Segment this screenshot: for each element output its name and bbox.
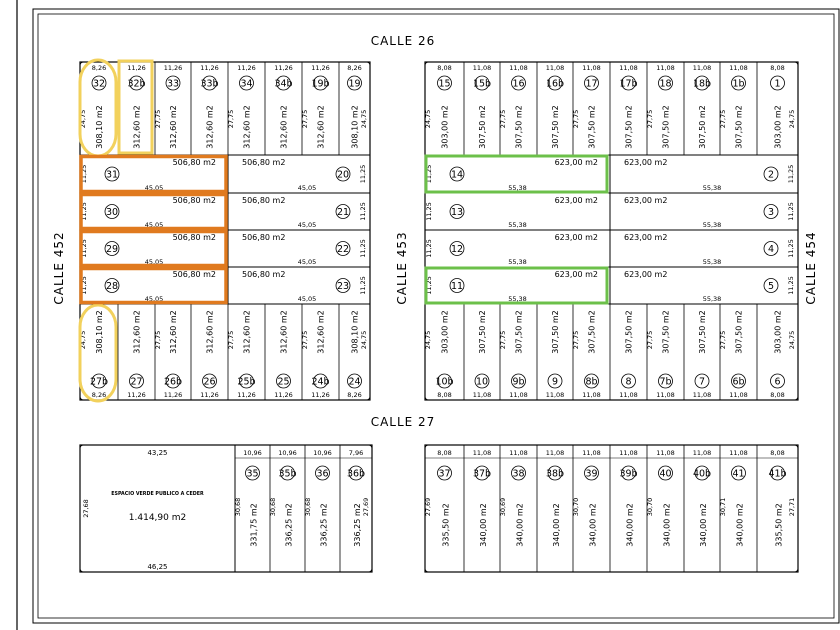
lot-area: 340,00 m2 (515, 503, 525, 547)
lot-number: 11 (450, 281, 464, 292)
lot-area: 623,00 m2 (624, 158, 668, 167)
lot-number: 40b (692, 468, 712, 480)
lot-side: 27,75 (646, 109, 654, 129)
lot-number: 6 (774, 376, 781, 388)
lot-area: 312,60 m2 (316, 105, 326, 149)
lot-width: 11,08 (582, 449, 601, 457)
lot-area: 307,50 m2 (551, 310, 560, 354)
lot-number: 9b (512, 376, 525, 388)
lot-length: 55,38 (508, 221, 527, 229)
lot-width: 11,08 (619, 64, 638, 72)
lot-area: 307,50 m2 (551, 105, 560, 149)
lot-area: 303,00 m2 (773, 310, 783, 354)
lot-area: 623,00 m2 (554, 233, 598, 242)
lot-side: 27,69 (424, 497, 432, 517)
lot-area: 307,50 m2 (624, 310, 634, 354)
lot-width: 10,96 (313, 449, 332, 457)
lot-number: 18b (692, 78, 712, 90)
lot-width: 10,96 (243, 449, 262, 457)
lot-side: 27,75 (154, 109, 162, 129)
lot-area: 336,25 m2 (353, 503, 362, 547)
lot-number: 30 (105, 207, 119, 218)
lot-width: 11,08 (729, 64, 748, 72)
lot-area: 340,00 m2 (662, 503, 672, 547)
lot-number: 8b (585, 376, 598, 388)
lot-area: 336,25 m2 (319, 503, 329, 547)
lot-side: 11,25 (359, 239, 367, 258)
lot-number: 1b (732, 78, 745, 90)
lot-area: 312,60 m2 (205, 105, 215, 149)
lot-area: 307,50 m2 (661, 105, 671, 149)
lot-number: 35 (246, 468, 259, 480)
lot-number: 26 (203, 376, 216, 388)
lot-number: 12 (450, 244, 464, 255)
lot-length: 45,05 (144, 295, 164, 303)
lot-width: 8,08 (437, 449, 452, 457)
green-width: 43,25 (147, 449, 168, 457)
lot-number: 10b (435, 376, 454, 388)
lot-area: 312,60 m2 (242, 105, 252, 149)
lot-number: 24b (311, 376, 330, 388)
lot-number: 29 (105, 244, 119, 255)
lot-number: 14 (450, 169, 464, 181)
lot-number: 39 (585, 468, 598, 480)
lot-area: 340,00 m2 (552, 503, 561, 547)
lot-number: 9 (551, 376, 559, 388)
lot-area: 336,25 m2 (284, 503, 294, 547)
lot-width: 11,08 (692, 449, 712, 457)
lot-side: 11,25 (787, 202, 795, 221)
lot-number: 41b (768, 468, 787, 480)
lot-area: 308,10 m2 (350, 105, 360, 149)
lot-side: 30,68 (234, 497, 242, 517)
lot-side: 27,75 (572, 330, 580, 350)
lot-width: 11,26 (200, 391, 219, 399)
lot-area: 623,00 m2 (554, 158, 598, 167)
lot-side: 27,75 (301, 330, 309, 350)
lot-side: 27,75 (301, 109, 309, 129)
lot-length: 45,05 (297, 258, 317, 266)
lot-width: 8,26 (347, 391, 362, 399)
lot-side: 30,68 (304, 497, 312, 517)
lot-side: 11,25 (80, 202, 88, 221)
lot-area: 303,00 m2 (440, 105, 450, 149)
lot-number: 7b (659, 376, 672, 388)
lot-number: 17 (585, 78, 598, 90)
lot-number: 41 (732, 468, 745, 480)
lot-width: 11,26 (237, 64, 256, 72)
lot-width: 11,08 (656, 449, 675, 457)
lot-number: 27 (130, 376, 143, 388)
lot-area: 506,80 m2 (172, 233, 216, 242)
lot-number: 35b (278, 468, 297, 480)
lot-side: 24,75 (79, 330, 87, 350)
lot-number: 7 (698, 376, 706, 388)
lot-area: 312,60 m2 (169, 310, 178, 354)
lot-length: 45,05 (144, 258, 164, 266)
block-d (424, 445, 798, 572)
lot-number: 10 (475, 376, 489, 388)
green-space-area: 1.414,90 m2 (128, 513, 187, 523)
lot-number: 18 (659, 78, 672, 90)
lot-number: 1 (774, 78, 781, 90)
lot-area: 307,50 m2 (698, 105, 707, 149)
lot-side: 11,25 (359, 164, 367, 184)
lot-number: 32 (92, 78, 106, 90)
lot-width: 11,08 (509, 391, 528, 399)
lot-width: 11,26 (127, 391, 146, 399)
lot-width: 8,26 (91, 391, 107, 399)
lot-area: 340,00 m2 (588, 503, 598, 547)
lot-width: 11,08 (472, 449, 492, 457)
lot-number: 6b (732, 376, 745, 388)
lot-area: 312,60 m2 (279, 310, 289, 354)
lot-side: 11,25 (425, 202, 433, 221)
lot-number: 24 (348, 376, 361, 388)
lot-area: 308,10 m2 (95, 310, 104, 354)
street-calle-452: CALLE 452 (52, 231, 66, 305)
block-b (424, 62, 798, 400)
lot-width: 11,08 (509, 449, 528, 457)
lot-area: 307,50 m2 (514, 310, 524, 354)
lot-number: 34 (240, 78, 253, 90)
lot-side: 11,25 (787, 239, 795, 258)
lot-side: 11,25 (787, 276, 795, 295)
lot-side: 27,75 (227, 330, 235, 350)
lot-width: 11,26 (163, 391, 183, 399)
lot-area: 308,10 m2 (95, 105, 104, 149)
lot-width: 8,26 (91, 64, 107, 72)
lot-side: 27,75 (154, 330, 162, 350)
lot-width: 11,08 (472, 64, 492, 72)
lot-side: 11,25 (80, 164, 88, 184)
lot-area: 506,80 m2 (242, 270, 286, 279)
lot-width: 7,96 (348, 449, 364, 457)
green-width: 46,25 (147, 563, 168, 571)
lot-area: 340,00 m2 (625, 503, 635, 547)
lot-side: 30,68 (269, 497, 277, 517)
lot-side: 27,75 (499, 330, 507, 350)
lot-length: 45,05 (297, 295, 317, 303)
lot-number: 19 (348, 78, 361, 90)
lot-area: 506,80 m2 (172, 158, 216, 167)
lot-area: 335,50 m2 (441, 503, 451, 547)
street-calle-454: CALLE 454 (804, 231, 818, 305)
lot-number: 38b (545, 468, 565, 480)
lot-number: 15 (438, 78, 451, 90)
lot-area: 623,00 m2 (624, 270, 668, 279)
lot-number: 19b (311, 78, 330, 90)
lot-area: 312,60 m2 (279, 105, 289, 149)
lot-number: 34b (274, 78, 293, 90)
green-space-label: ESPACIO VERDE PUBLICO A CEDER (111, 492, 204, 497)
lot-width: 11,08 (692, 64, 712, 72)
lot-number: 16 (512, 78, 525, 90)
lot-side: 27,75 (719, 330, 727, 350)
lot-area: 340,00 m2 (699, 503, 708, 547)
lot-side: 11,25 (80, 239, 88, 258)
lot-number: 5 (767, 281, 775, 292)
street-calle-453: CALLE 453 (395, 231, 409, 305)
lot-area: 307,50 m2 (478, 105, 487, 149)
lot-area: 307,50 m2 (698, 310, 707, 354)
lot-length: 55,38 (508, 258, 527, 266)
lot-length: 55,38 (702, 184, 722, 192)
lot-length: 55,38 (702, 221, 722, 229)
lot-area: 331,75 m2 (249, 503, 259, 547)
lot-area: 312,60 m2 (316, 310, 326, 354)
lot-area: 623,00 m2 (624, 196, 668, 205)
lot-width: 8,08 (437, 64, 452, 72)
lot-area: 623,00 m2 (624, 233, 668, 242)
lot-width: 11,08 (582, 64, 601, 72)
lot-side: 24,75 (788, 330, 796, 350)
lot-side: 27,75 (646, 330, 654, 350)
lot-number: 21 (336, 207, 350, 218)
lot-area: 307,50 m2 (624, 105, 634, 149)
lot-width: 11,26 (274, 391, 293, 399)
lot-side: 27,75 (499, 109, 507, 129)
lot-width: 11,08 (619, 449, 638, 457)
lot-side: 24,75 (788, 109, 796, 129)
lot-area: 340,00 m2 (735, 503, 745, 547)
lot-area: 312,60 m2 (205, 310, 215, 354)
lot-width: 10,96 (278, 449, 297, 457)
lot-number: 15b (472, 78, 492, 90)
lot-number: 37 (438, 468, 451, 480)
lot-number: 22 (336, 244, 350, 255)
lot-area: 308,10 m2 (350, 310, 360, 354)
lot-number: 27b (89, 376, 109, 388)
lot-width: 11,26 (163, 64, 183, 72)
lot-number: 8 (625, 376, 632, 388)
lot-number: 32b (127, 78, 146, 90)
lot-width: 11,08 (692, 391, 712, 399)
lot-number: 40 (659, 468, 672, 480)
lot-width: 11,08 (729, 449, 748, 457)
lot-area: 312,60 m2 (132, 310, 142, 354)
lot-number: 16b (545, 78, 565, 90)
lot-area: 340,00 m2 (479, 503, 488, 547)
lot-side: 27,69 (362, 497, 370, 517)
lot-side: 30,70 (646, 497, 654, 517)
lot-width: 11,08 (656, 64, 675, 72)
lot-length: 55,38 (702, 295, 722, 303)
lot-side: 24,75 (360, 109, 368, 129)
lot-area: 506,80 m2 (242, 196, 286, 205)
lot-width: 11,08 (545, 449, 565, 457)
lot-area: 623,00 m2 (554, 270, 598, 279)
lot-width: 11,08 (545, 64, 565, 72)
lot-length: 55,38 (508, 295, 527, 303)
lot-length: 45,05 (297, 184, 317, 192)
lot-number: 26b (163, 376, 183, 388)
lot-width: 8,08 (437, 391, 452, 399)
lot-area: 506,80 m2 (172, 270, 216, 279)
lot-number: 38 (512, 468, 525, 480)
lot-width: 11,26 (274, 64, 293, 72)
lot-length: 45,05 (297, 221, 317, 229)
lot-area: 312,60 m2 (169, 105, 178, 149)
lot-width: 11,08 (509, 64, 528, 72)
lot-width: 11,08 (619, 391, 638, 399)
lot-side: 11,25 (425, 239, 433, 258)
lot-side: 30,70 (572, 497, 580, 517)
lot-width: 11,08 (472, 391, 492, 399)
lot-width: 8,08 (770, 64, 785, 72)
lot-area: 506,80 m2 (242, 233, 286, 242)
lot-width: 11,08 (656, 391, 675, 399)
lot-number: 37b (472, 468, 492, 480)
lot-side: 11,25 (787, 164, 795, 184)
lot-number: 36 (316, 468, 329, 480)
lot-number: 23 (336, 281, 350, 292)
lot-area: 506,80 m2 (242, 158, 286, 167)
lot-number: 39b (619, 468, 638, 480)
lot-side: 11,25 (425, 276, 433, 295)
lot-area: 335,50 m2 (774, 503, 784, 547)
lot-side: 24,75 (424, 109, 432, 129)
lot-side: 27,75 (572, 109, 580, 129)
lot-length: 45,05 (144, 221, 164, 229)
lot-area: 307,50 m2 (514, 105, 524, 149)
lot-area: 303,00 m2 (440, 310, 450, 354)
lot-number: 28 (105, 281, 119, 292)
lot-area: 312,60 m2 (242, 310, 252, 354)
lot-side: 27,71 (788, 497, 796, 517)
lot-width: 11,08 (729, 391, 748, 399)
lot-area: 312,60 m2 (132, 105, 142, 149)
lot-width: 8,26 (347, 64, 362, 72)
lot-width: 11,26 (311, 64, 330, 72)
lot-side: 24,75 (79, 109, 87, 129)
lot-width: 8,08 (770, 391, 785, 399)
lot-width: 11,26 (311, 391, 330, 399)
lot-area: 623,00 m2 (554, 196, 598, 205)
lot-side: 30,69 (499, 497, 507, 517)
block-c (80, 445, 372, 572)
lot-side: 11,25 (80, 276, 88, 295)
lot-number: 25b (237, 376, 256, 388)
lot-side: 27,75 (719, 109, 727, 129)
lot-width: 11,26 (127, 64, 146, 72)
lot-number: 4 (767, 244, 775, 255)
lot-width: 11,26 (200, 64, 219, 72)
lot-number: 31 (105, 169, 119, 181)
lot-side: 11,25 (359, 276, 367, 295)
lot-area: 307,50 m2 (478, 310, 487, 354)
lot-side: 24,75 (360, 330, 368, 350)
lot-width: 11,08 (545, 391, 565, 399)
lot-number: 3 (767, 207, 775, 218)
lot-number: 36b (346, 468, 366, 480)
lot-length: 55,38 (702, 258, 722, 266)
lot-number: 33 (166, 78, 180, 90)
lot-area: 307,50 m2 (734, 105, 744, 149)
lot-side: 11,25 (425, 164, 433, 184)
lot-area: 307,50 m2 (734, 310, 744, 354)
lot-number: 25 (277, 376, 290, 388)
lot-area: 307,50 m2 (661, 310, 671, 354)
green-side: 27,68 (82, 499, 90, 518)
lot-side: 30,71 (719, 497, 727, 517)
lot-area: 307,50 m2 (587, 310, 597, 354)
lot-number: 17b (619, 78, 638, 90)
lot-area: 303,00 m2 (773, 105, 783, 149)
lot-width: 11,08 (582, 391, 601, 399)
lot-number: 13 (450, 207, 464, 218)
lot-width: 11,26 (237, 391, 256, 399)
lot-number: 33b (200, 78, 219, 90)
lot-number: 2 (767, 169, 775, 181)
lot-length: 45,05 (144, 184, 164, 192)
lot-width: 8,08 (770, 449, 785, 457)
street-calle-26: CALLE 26 (370, 34, 436, 48)
lot-side: 11,25 (359, 202, 367, 221)
lot-number: 20 (336, 169, 350, 181)
lot-length: 55,38 (508, 184, 527, 192)
lot-side: 24,75 (424, 330, 432, 350)
street-calle-27: CALLE 27 (370, 415, 436, 429)
lot-area: 506,80 m2 (172, 196, 216, 205)
lot-side: 27,75 (227, 109, 235, 129)
lot-area: 307,50 m2 (587, 105, 597, 149)
